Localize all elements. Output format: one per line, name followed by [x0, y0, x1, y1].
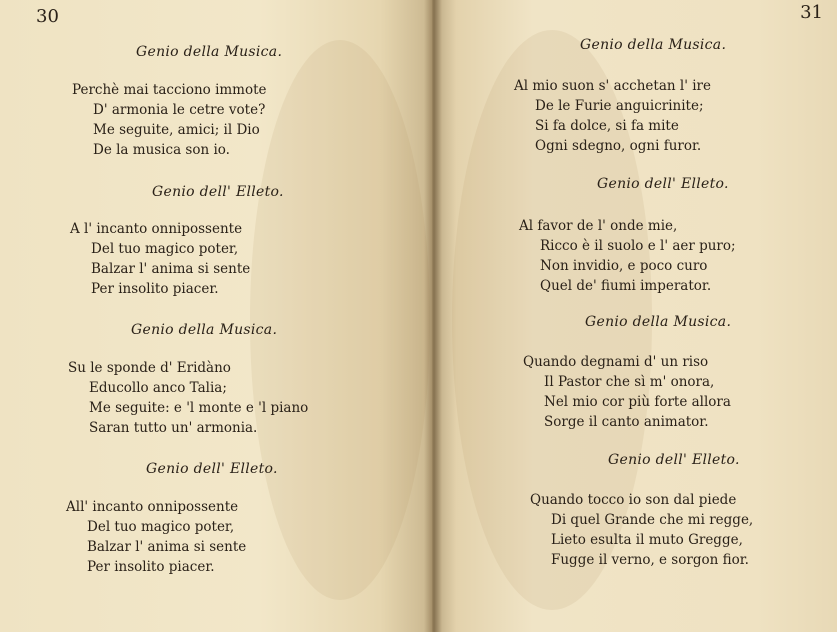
section-heading	[131, 322, 277, 338]
verse-line: De le Furie anguicrinite;	[535, 98, 704, 114]
section-heading-text: Genio della Musica.	[136, 44, 283, 60]
verse-line: Me seguite, amici; il Dio	[93, 122, 260, 138]
section-heading-text: Genio dell' Elleto.	[152, 184, 284, 200]
section-heading	[580, 37, 726, 53]
verse-line: Ogni sdegno, ogni furor.	[535, 138, 702, 154]
book-gutter	[424, 0, 442, 632]
verse-line: Me seguite: e 'l monte e 'l piano	[89, 400, 309, 416]
verse-line: Educollo anco Talia;	[89, 380, 227, 396]
verse-line: Nel mio cor più forte allora	[544, 394, 731, 410]
verse-stanza	[70, 219, 250, 299]
page-stain	[250, 40, 430, 600]
verse-line: Al favor de l' onde mie,	[519, 218, 678, 234]
section-heading	[136, 44, 282, 60]
page-number: 30	[36, 6, 59, 27]
verse-line: D' armonia le cetre vote?	[93, 102, 266, 118]
verse-line: Al mio suon s' acchetan l' ire	[514, 78, 711, 94]
section-heading-text: Genio dell' Elleto.	[146, 461, 278, 477]
verse-line: Perchè mai tacciono immote	[72, 82, 267, 98]
section-heading-text: Genio della Musica.	[131, 322, 278, 338]
verse-line: Per insolito piacer.	[87, 559, 215, 575]
verse-line: Si fa dolce, si fa mite	[535, 118, 679, 134]
verse-line: Sorge il canto animator.	[544, 414, 709, 430]
verse-line: Non invidio, e poco curo	[540, 258, 708, 274]
verse-line: All' incanto onnipossente	[66, 499, 239, 515]
verse-stanza	[68, 358, 308, 438]
verse-line: Ricco è il suolo e l' aer puro;	[540, 238, 736, 254]
verse-line: Quando tocco io son dal piede	[530, 492, 737, 508]
verse-stanza	[72, 80, 267, 160]
verse-line: Di quel Grande che mi regge,	[551, 512, 754, 528]
section-heading	[597, 176, 729, 192]
verse-line: Il Pastor che sì m' onora,	[544, 374, 715, 390]
verse-stanza	[514, 76, 711, 156]
verse-stanza	[66, 497, 246, 577]
verse-stanza	[530, 490, 753, 570]
page-number: 31	[800, 2, 823, 23]
verse-line: A l' incanto onnipossente	[70, 221, 243, 237]
section-heading-text: Genio della Musica.	[585, 314, 732, 330]
verse-line: Del tuo magico poter,	[91, 241, 239, 257]
section-heading	[146, 461, 278, 477]
verse-line: Balzar l' anima si sente	[91, 261, 251, 277]
verse-line: Fugge il verno, e sorgon fior.	[551, 552, 749, 568]
verse-line: Balzar l' anima si sente	[87, 539, 247, 555]
verse-line: Saran tutto un' armonia.	[89, 420, 258, 436]
verse-line: Per insolito piacer.	[91, 281, 219, 297]
verse-line: Su le sponde d' Eridàno	[68, 360, 231, 376]
verse-line: Lieto esulta il muto Gregge,	[551, 532, 743, 548]
verse-line: Quel de' fiumi imperator.	[540, 278, 712, 294]
section-heading	[152, 184, 284, 200]
verse-stanza	[519, 216, 736, 296]
verse-line: Del tuo magico poter,	[87, 519, 235, 535]
verse-line: Quando degnami d' un riso	[523, 354, 709, 370]
verse-stanza	[523, 352, 731, 432]
verse-line: De la musica son io.	[93, 142, 230, 158]
right-page	[432, 0, 837, 632]
section-heading	[585, 314, 731, 330]
section-heading-text: Genio della Musica.	[580, 37, 727, 53]
section-heading-text: Genio dell' Elleto.	[597, 176, 729, 192]
section-heading-text: Genio dell' Elleto.	[608, 452, 740, 468]
section-heading	[608, 452, 740, 468]
